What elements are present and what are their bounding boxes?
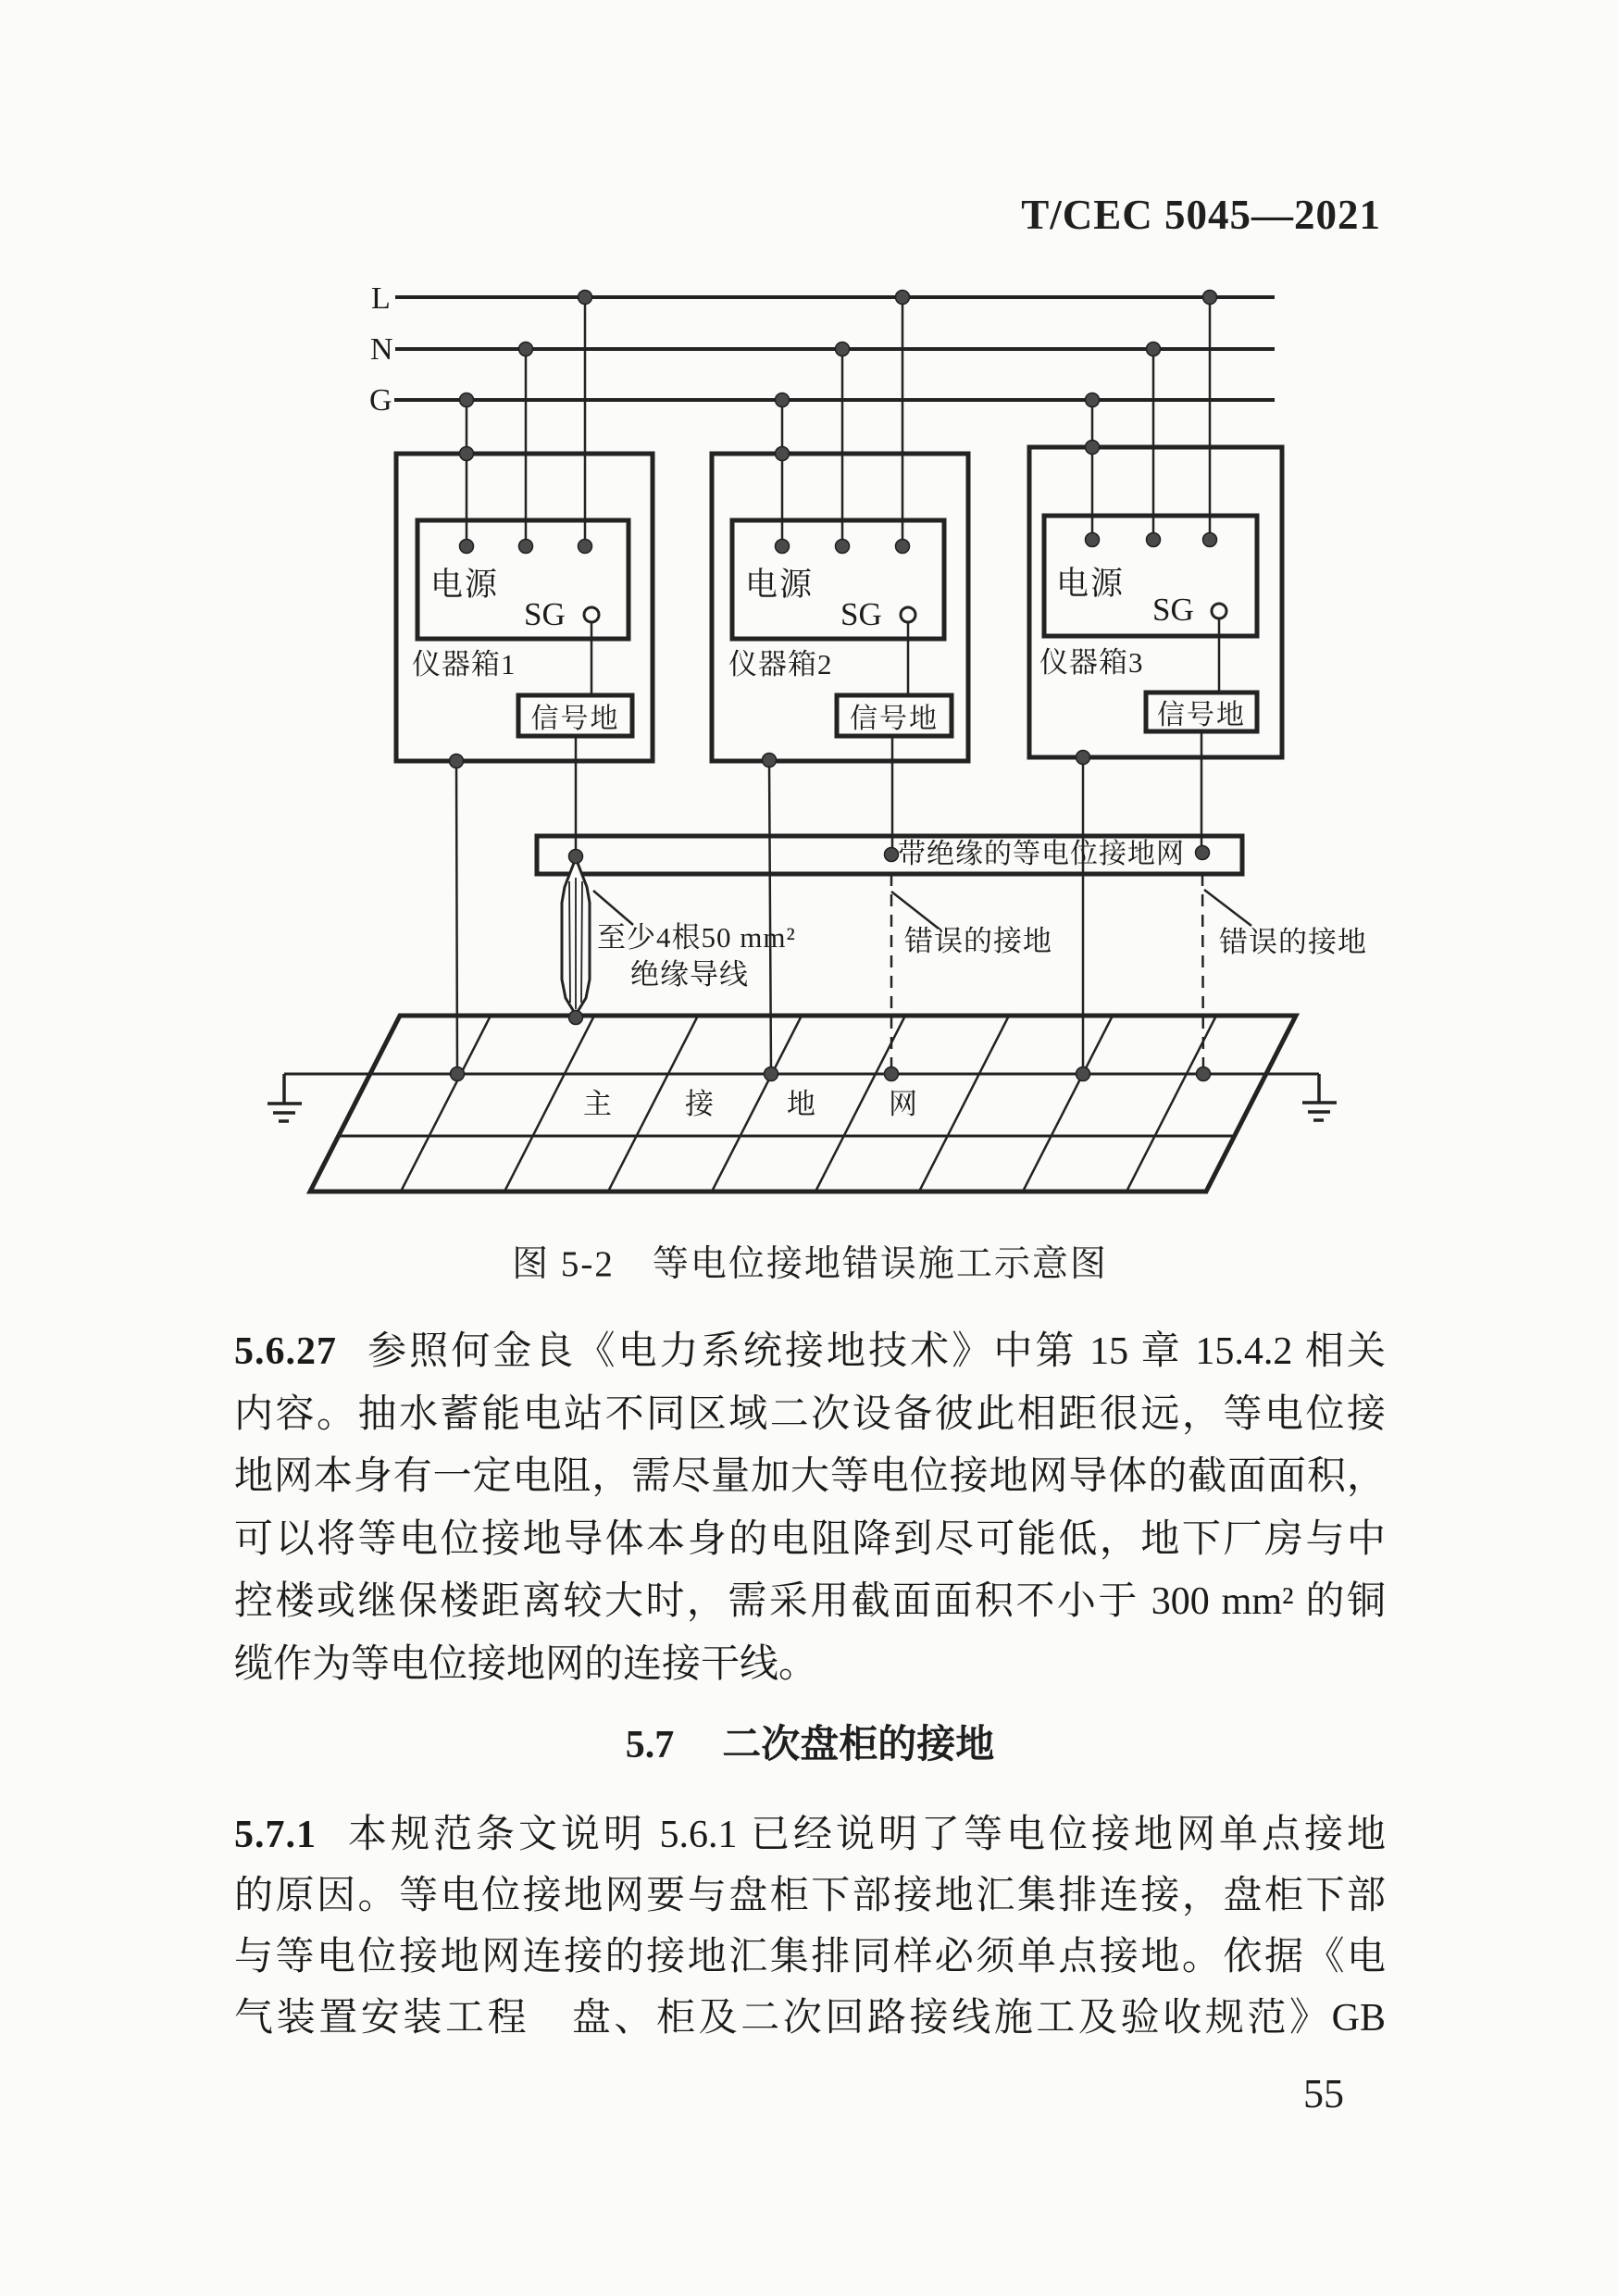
sg-terminal-1 xyxy=(584,607,599,622)
para-5-7-1-line-2: 的原因。等电位接地网要与盘柜下部接地汇集排连接，盘柜下部 xyxy=(234,1875,1386,1917)
signal-ground-label-1: 信号地 xyxy=(530,704,620,734)
sg-label-1: SG xyxy=(524,596,566,632)
grid-char-zhu: 主 xyxy=(583,1088,612,1120)
chassis-ground-wire-1 xyxy=(456,761,457,1074)
earth-symbol-right xyxy=(1302,1074,1337,1120)
para-5-7-1-line-3: 与等电位接地网连接的接地汇集排同样必须单点接地。依据《电 xyxy=(234,1936,1386,1978)
heading-title: 二次盘柜的接地 xyxy=(722,1724,995,1766)
wrong-ground-wire-3 xyxy=(1202,874,1203,1074)
bus-drop-wires xyxy=(467,297,1210,546)
signal-ground-label-2: 信号地 xyxy=(850,704,939,734)
power-label-3: 电源 xyxy=(1056,566,1126,602)
chassis-ground-wire-2 xyxy=(769,760,771,1074)
wrong-ground-label-1: 错误的接地 xyxy=(904,925,1052,957)
para-5-6-27-line-5: 控楼或继保楼距离较大时，需采用截面面积不小于 300 mm² 的铜 xyxy=(234,1580,1386,1623)
bundle-label-line2: 绝缘导线 xyxy=(630,958,749,991)
heading-number: 5.7 xyxy=(625,1724,675,1766)
box-name-3: 仪器箱3 xyxy=(1039,646,1144,679)
bus-label-g: G xyxy=(369,383,392,418)
wrong-ground-label-2: 错误的接地 xyxy=(1219,926,1367,958)
bundle-label-line1: 至少4根50 mm² xyxy=(597,921,796,954)
bus-label-n: N xyxy=(370,332,393,367)
sg-terminal-2 xyxy=(901,607,915,622)
grid-char-wang: 网 xyxy=(889,1088,917,1120)
insulated-conductor-bundle xyxy=(562,858,590,1015)
earth-symbol-left xyxy=(268,1074,302,1121)
bus-label-l: L xyxy=(371,281,391,316)
clause-number-5-7-1: 5.7.1 xyxy=(234,1814,317,1856)
grid-char-jie: 接 xyxy=(685,1088,714,1120)
signal-ground-label-3: 信号地 xyxy=(1157,700,1246,730)
para-5-6-27-line-2: 内容。抽水蓄能电站不同区域二次设备彼此相距很远，等电位接 xyxy=(234,1393,1386,1436)
para-5-7-1-line-1: 5.7.1 本规范条文说明 5.6.1 已经说明了等电位接地网单点接地 xyxy=(234,1814,1386,1856)
para-5-6-27-line-3: 地网本身有一定电阻，需尽量加大等电位接地网导体的截面面积， xyxy=(234,1455,1386,1498)
para-5-6-27-line-1: 5.6.27 参照何金良《电力系统接地技术》中第 15 章 15.4.2 相关 xyxy=(234,1330,1386,1373)
busbar-label: 带绝缘的等电位接地网 xyxy=(898,839,1185,869)
figure-caption: 图 5-2 等电位接地错误施工示意图 xyxy=(512,1244,1108,1284)
power-label-2: 电源 xyxy=(745,567,815,603)
standard-number-header: T/CEC 5045—2021 xyxy=(1021,192,1381,238)
box-name-2: 仪器箱2 xyxy=(728,648,833,680)
power-label-1: 电源 xyxy=(430,567,500,603)
sg-label-3: SG xyxy=(1152,592,1194,628)
box-name-1: 仪器箱1 xyxy=(412,648,517,680)
page-number: 55 xyxy=(1303,2071,1344,2116)
clause-number-5-6-27: 5.6.27 xyxy=(234,1330,337,1373)
sg-terminal-3 xyxy=(1212,604,1226,618)
para-5-6-27-line-6: 缆作为等电位接地网的连接干线。 xyxy=(234,1643,818,1686)
para-5-6-27-line-4: 可以将等电位接地导体本身的电阻降到尽可能低，地下厂房与中 xyxy=(234,1518,1386,1561)
sg-label-2: SG xyxy=(840,596,882,632)
section-heading-5-7 xyxy=(234,1726,1386,1765)
grid-char-di: 地 xyxy=(787,1088,815,1120)
para-5-7-1-line-4: 气装置安装工程 盘、柜及二次回路接线施工及验收规范》GB xyxy=(234,1997,1386,2040)
